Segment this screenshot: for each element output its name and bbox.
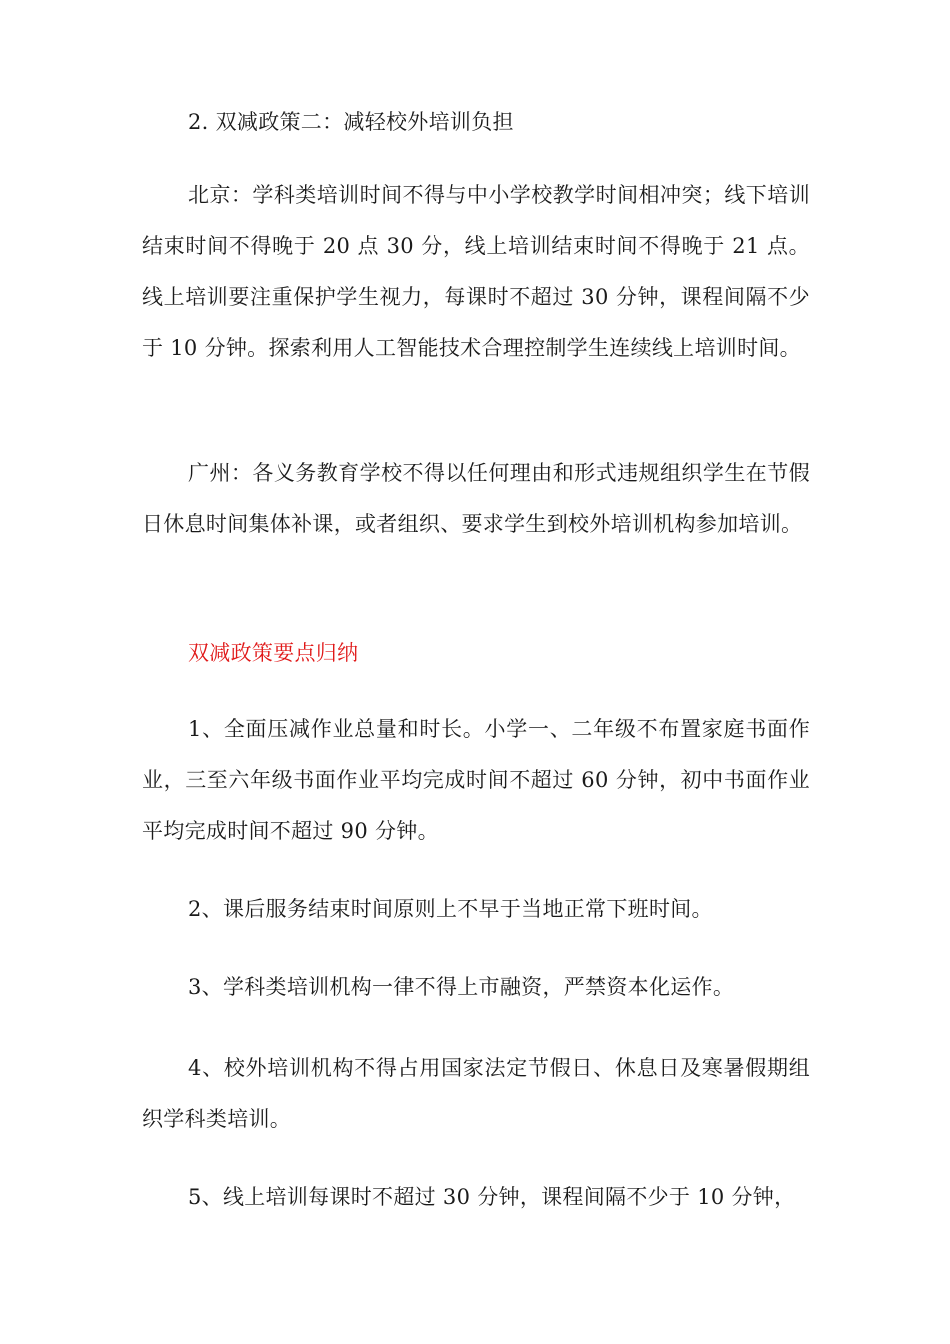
point-5: 5、线上培训每课时不超过 30 分钟，课程间隔不少于 10 分钟， bbox=[188, 1185, 796, 1209]
point-3: 3、学科类培训机构一律不得上市融资，严禁资本化运作。 bbox=[188, 975, 735, 999]
section-heading: 2. 双减政策二：减轻校外培训负担 bbox=[188, 110, 514, 134]
summary-title: 双减政策要点归纳 bbox=[188, 641, 359, 665]
point-2: 2、课后服务结束时间原则上不早于当地正常下班时间。 bbox=[188, 897, 713, 921]
point-4: 4、校外培训机构不得占用国家法定节假日、休息日及寒暑假期组织学科类培训。 bbox=[142, 1056, 810, 1131]
guangzhou-paragraph: 广州：各义务教育学校不得以任何理由和形式违规组织学生在节假日休息时间集体补课，或者组织、要求学生到校外培训机构参加培训。 bbox=[142, 461, 810, 536]
beijing-paragraph: 北京：学科类培训时间不得与中小学校教学时间相冲突；线下培训结束时间不得晚于 20 点 30 分，线上培训结束时间不得晚于 21 点。线上培训要注重保护学生视力，每课时不超过 30 分钟，课程间隔不少于 10 分钟。探索利用人工智能技术合理控制学生连续线上培训时间。 bbox=[142, 183, 810, 360]
point-1: 1、全面压减作业总量和时长。小学一、二年级不布置家庭书面作业，三至六年级书面作业平均完成时间不超过 60 分钟，初中书面作业平均完成时间不超过 90 分钟。 bbox=[142, 717, 810, 843]
